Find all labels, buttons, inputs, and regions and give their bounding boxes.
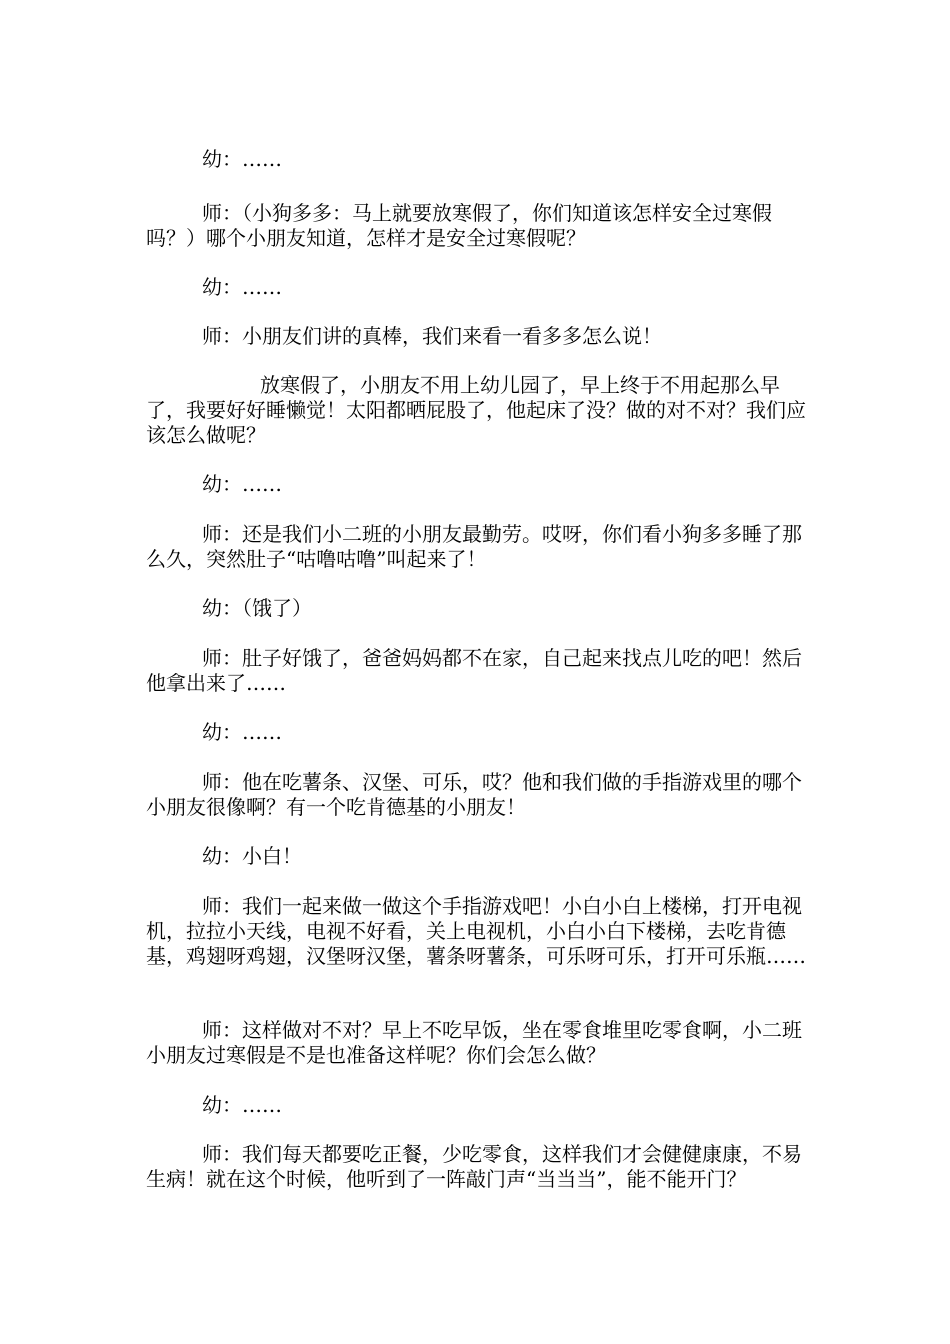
- paragraph-16: [146, 1142, 814, 1192]
- paragraph-14-text: 师：这样做对不对？早上不吃早饭，坐在零食堆里吃零食啊，小二班小朋友过寒假是不是也准备这样呢？你们会怎么做？: [146, 1018, 802, 1067]
- paragraph-3: [146, 275, 814, 300]
- paragraph-9: [146, 646, 814, 696]
- paragraph-6-text: 幼：……: [202, 472, 282, 496]
- paragraph-3-text: 幼：……: [202, 275, 282, 299]
- paragraph-2: [146, 201, 814, 251]
- paragraph-4-text: 师：小朋友们讲的真棒，我们来看一看多多怎么说！: [202, 324, 662, 348]
- paragraph-2-text: 师：（小狗多多：马上就要放寒假了，你们知道该怎样安全过寒假吗？）哪个小朋友知道，怎样才是安全过寒假呢？: [146, 201, 772, 250]
- paragraph-7: [146, 522, 814, 572]
- paragraph-13: [146, 894, 814, 969]
- paragraph-1: [146, 147, 814, 172]
- paragraph-10: [146, 720, 814, 745]
- paragraph-16-text: 师：我们每天都要吃正餐，少吃零食，这样我们才会健健康康，不易生病！就在这个时候，他听到了一阵敲门声“当当当”，能不能开门？: [146, 1142, 802, 1191]
- paragraph-15-text: 幼：……: [202, 1093, 282, 1117]
- paragraph-14: [146, 1018, 814, 1068]
- paragraph-15: [146, 1093, 814, 1118]
- paragraph-9-text: 师：肚子好饿了，爸爸妈妈都不在家，自己起来找点儿吃的吧！然后他拿出来了……: [146, 646, 802, 695]
- paragraph-5: [146, 373, 814, 448]
- paragraph-10-text: 幼：……: [202, 720, 282, 744]
- paragraph-4: [146, 324, 814, 349]
- paragraph-12: [146, 844, 814, 869]
- paragraph-6: [146, 472, 814, 497]
- paragraph-8: [146, 596, 814, 621]
- paragraph-8-text: 幼：（饿了）: [202, 596, 312, 620]
- paragraph-1-text: 幼：……: [202, 147, 282, 171]
- paragraph-5-text: 放寒假了，小朋友不用上幼儿园了，早上终于不用起那么早了，我要好好睡懒觉！太阳都晒屁股了，他起床了没？做的对不对？我们应该怎么做呢？: [146, 373, 806, 447]
- paragraph-12-text: 幼：小白！: [202, 844, 302, 868]
- paragraph-7-text: 师：还是我们小二班的小朋友最勤劳。哎呀，你们看小狗多多睡了那么久，突然肚子“咕噜咕噜”叫起来了！: [146, 522, 802, 571]
- paragraph-11-text: 师：他在吃薯条、汉堡、可乐，哎？他和我们做的手指游戏里的哪个小朋友很像啊？有一个吃肯德基的小朋友！: [146, 770, 802, 819]
- paragraph-13-text: 师：我们一起来做一做这个手指游戏吧！小白小白上楼梯，打开电视机，拉拉小天线，电视不好看，关上电视机，小白小白下楼梯，去吃肯德基，鸡翅呀鸡翅，汉堡呀汉堡，薯条呀薯条，可乐呀可乐，打开可乐瓶……: [146, 894, 806, 968]
- paragraph-11: [146, 770, 814, 820]
